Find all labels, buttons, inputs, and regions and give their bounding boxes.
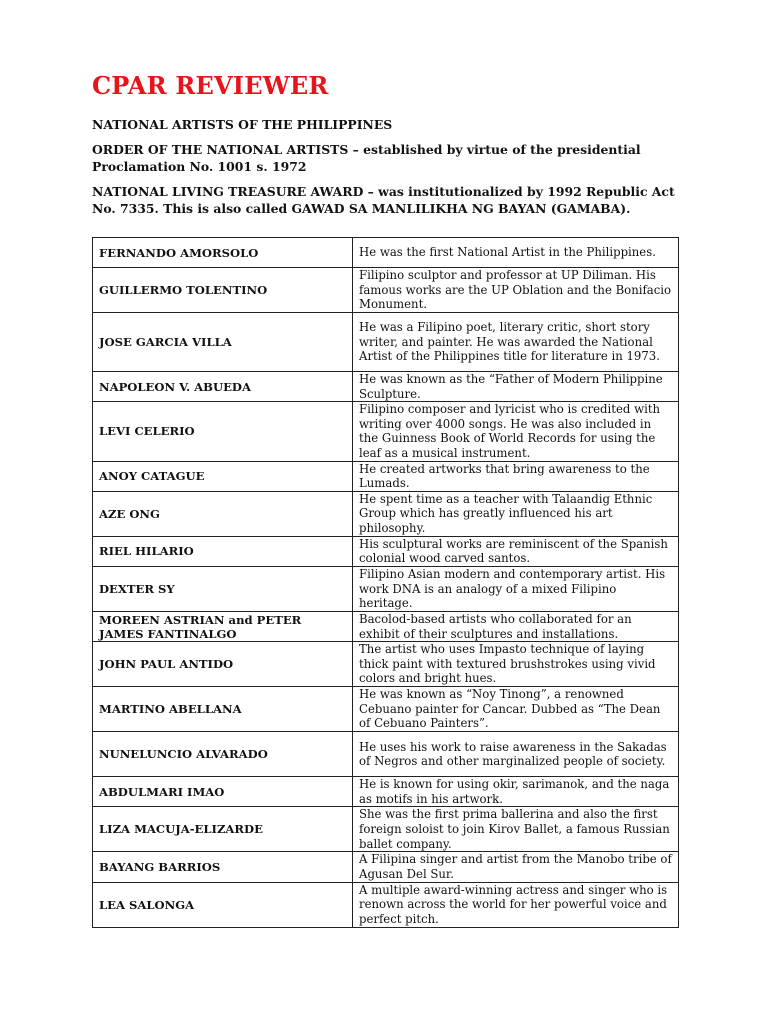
artist-description: He is known for using okir, sarimanok, and the naga as motifs in his artwork. (353, 777, 679, 807)
artist-name: MARTINO ABELLANA (93, 687, 353, 732)
section-heading: NATIONAL ARTISTS OF THE PHILIPPINES (92, 117, 393, 132)
artist-name: LEA SALONGA (93, 882, 353, 927)
artist-name: FERNANDO AMORSOLO (93, 238, 353, 268)
artist-name: ANOY CATAGUE (93, 461, 353, 491)
table-row (93, 777, 679, 807)
table-row (93, 238, 679, 268)
document-title: CPAR REVIEWER (92, 71, 329, 100)
artist-description: Filipino sculptor and professor at UP Diliman. His famous works are the UP Oblation and the Bonifacio Monument. (353, 268, 679, 313)
artist-description: Bacolod-based artists who collaborated for an exhibit of their sculptures and installations. (353, 611, 679, 641)
artist-description: A multiple award-winning actress and singer who is renown across the world for her powerful voice and perfect pitch. (353, 882, 679, 927)
table-row (93, 642, 679, 687)
artist-description: Filipino composer and lyricist who is credited with writing over 4000 songs. He was also included in the Guinness Book of World Records for using the leaf as a musical instrument. (353, 402, 679, 461)
table-row (93, 566, 679, 611)
artist-name: JOHN PAUL ANTIDO (93, 642, 353, 687)
artist-description: He created artworks that bring awareness to the Lumads. (353, 461, 679, 491)
order-of-national-artists-paragraph: ORDER OF THE NATIONAL ARTISTS – established by virtue of the presidential Proclamation No. 1001 s. 1972 (92, 142, 641, 174)
table-row (93, 687, 679, 732)
table-row (93, 807, 679, 852)
artist-name: JOSE GARCIA VILLA (93, 313, 353, 372)
artists-table (92, 237, 679, 928)
artist-name: BAYANG BARRIOS (93, 852, 353, 882)
artist-description: He was the first National Artist in the Philippines. (353, 238, 679, 268)
document-header (92, 72, 682, 225)
artist-description: He uses his work to raise awareness in the Sakadas of Negros and other marginalized people of society. (353, 732, 679, 777)
table-row (93, 402, 679, 461)
artist-name: RIEL HILARIO (93, 536, 353, 566)
artist-name: NUNELUNCIO ALVARADO (93, 732, 353, 777)
table-row (93, 852, 679, 882)
table-row (93, 882, 679, 927)
table-row (93, 372, 679, 402)
artist-name: LIZA MACUJA-ELIZARDE (93, 807, 353, 852)
artist-description: She was the first prima ballerina and also the first foreign soloist to join Kirov Ballet, a famous Russian ballet company. (353, 807, 679, 852)
artist-name: NAPOLEON V. ABUEDA (93, 372, 353, 402)
artist-name: DEXTER SY (93, 566, 353, 611)
table-row (93, 611, 679, 641)
table-row (93, 268, 679, 313)
national-living-treasure-paragraph: NATIONAL LIVING TREASURE AWARD – was institutionalized by 1992 Republic Act No. 7335. This is also called GAWAD SA MANLILIKHA NG BAYAN (GAMABA). (92, 184, 675, 216)
artist-name: ABDULMARI IMAO (93, 777, 353, 807)
artist-name: LEVI CELERIO (93, 402, 353, 461)
table-row (93, 491, 679, 536)
artist-name: AZE ONG (93, 491, 353, 536)
table-row (93, 461, 679, 491)
table-row (93, 313, 679, 372)
artist-description: A Filipina singer and artist from the Manobo tribe of Agusan Del Sur. (353, 852, 679, 882)
artist-name: GUILLERMO TOLENTINO (93, 268, 353, 313)
artist-description: He was known as “Noy Tinong”, a renowned Cebuano painter for Cancar. Dubbed as “The Dean of Cebuano Painters”. (353, 687, 679, 732)
artist-description: He spent time as a teacher with Talaandig Ethnic Group which has greatly influenced his art philosophy. (353, 491, 679, 536)
artist-description: His sculptural works are reminiscent of the Spanish colonial wood carved santos. (353, 536, 679, 566)
artist-name: MOREEN ASTRIAN and PETER JAMES FANTINALGO (93, 611, 353, 641)
table-row (93, 732, 679, 777)
artist-description: Filipino Asian modern and contemporary artist. His work DNA is an analogy of a mixed Filipino heritage. (353, 566, 679, 611)
table-row (93, 536, 679, 566)
artist-description: He was known as the “Father of Modern Philippine Sculpture. (353, 372, 679, 402)
artist-description: He was a Filipino poet, literary critic, short story writer, and painter. He was awarded the National Artist of the Philippines title for literature in 1973. (353, 313, 679, 372)
artist-description: The artist who uses Impasto technique of laying thick paint with textured brushstrokes using vivid colors and bright hues. (353, 642, 679, 687)
